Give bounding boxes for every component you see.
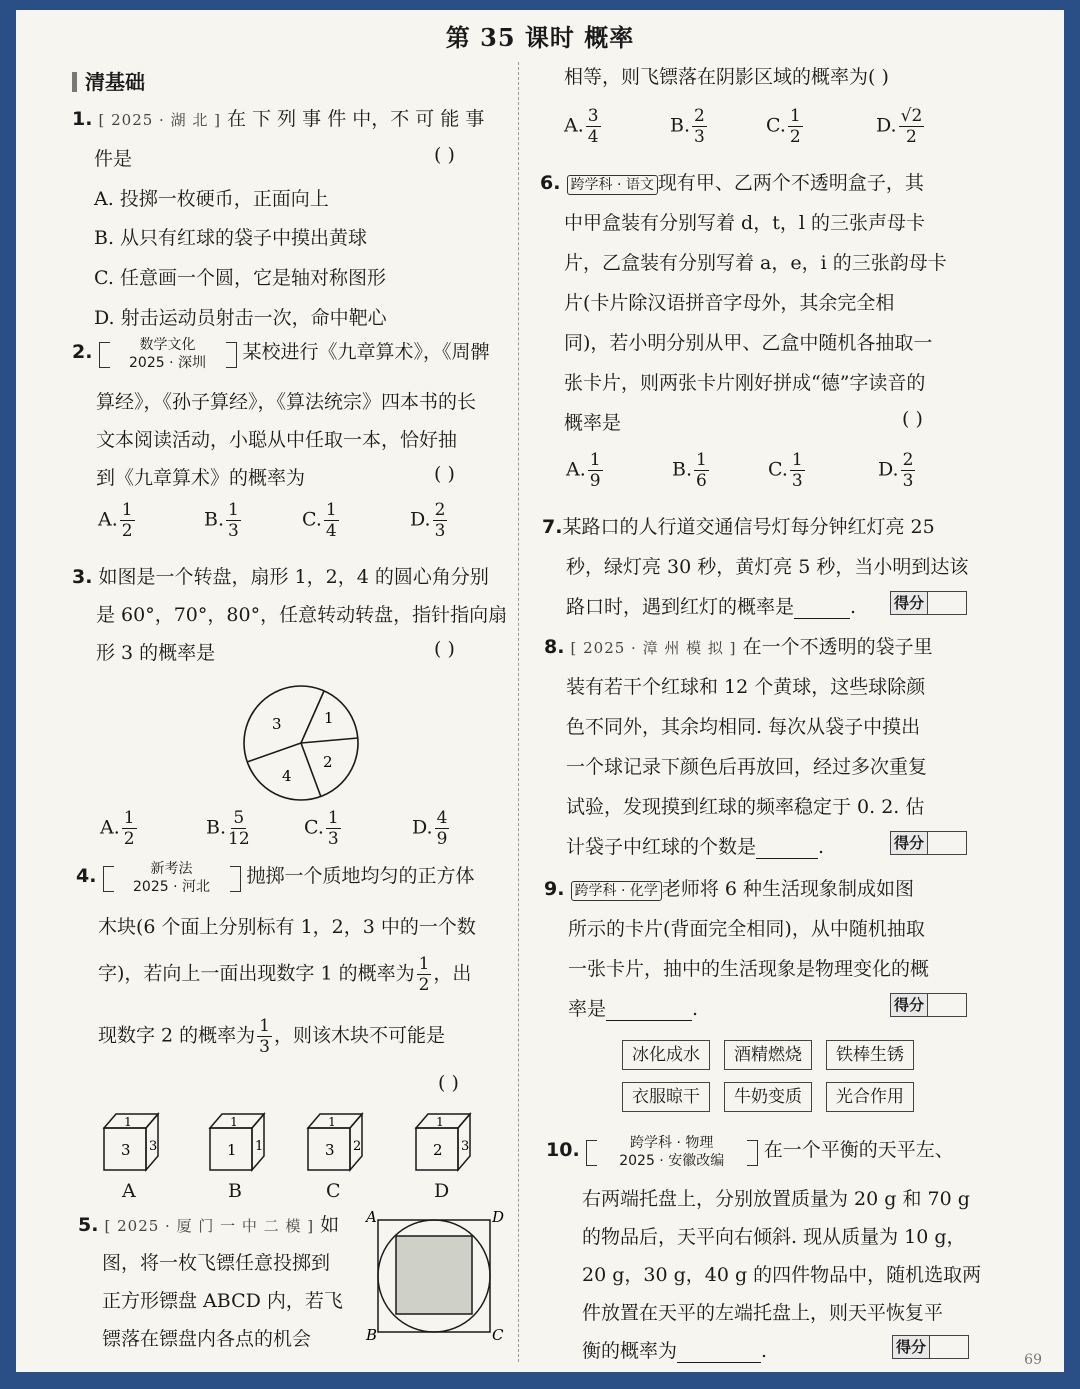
q3-paren: ( ) [434,638,455,660]
q10-tag-top: 跨学科 · 物理 [630,1135,714,1151]
q5-source: [ 2025 · 厦 门 一 中 二 模 ] [104,1217,315,1235]
q2-option-a: A. $\frac{1}{2}$ [98,500,133,541]
q4-tag [103,860,241,894]
q7-line1 [542,512,935,539]
corner-c: C [492,1326,504,1344]
q6-text6: 张卡片，则两张卡片刚好拼成“德”字读音的 [564,372,926,394]
corner-b: B [366,1326,378,1344]
corner-d: D [492,1208,505,1226]
q6-option-b: B. $\frac{1}{6}$ [672,450,707,491]
cube-option-a [102,1110,166,1174]
cube-side-number: 3 [149,1139,158,1154]
cube-top-number: 1 [124,1115,132,1129]
q2-number: 2. [72,341,93,363]
section-bar-icon [72,72,77,92]
q8-number: 8. [544,636,565,658]
sector-label-1: 1 [324,709,334,727]
q6-option-a: A. $\frac{1}{9}$ [566,450,601,491]
q5-text5: 相等，则飞镖落在阴影区域的概率为( ) [564,66,889,88]
q5-number: 5. [78,1214,99,1236]
cube-side-number: 2 [353,1139,362,1154]
q8-line1 [544,632,933,659]
q5-line1 [78,1210,339,1237]
q1-text2: 件是 [94,148,133,170]
cube-side-number: 1 [255,1139,264,1154]
q6-option-c: C. $\frac{1}{3}$ [768,450,803,491]
corner-a: A [366,1208,377,1226]
q6-text4: 片(卡片除汉语拼音字母外，其余完全相 [564,292,895,314]
worksheet-page [16,10,1064,1372]
q8-text2: 装有若干个红球和 12 个黄球，这些球除颜 [566,676,926,698]
q10-text4: 20 g，30 g，40 g 的四件物品中，随机选取两 [582,1264,982,1286]
q4-line1 [76,860,475,894]
q3-text2: 是 60°，70°，80°，任意转动转盘，指针指向扇 [96,604,508,626]
q1-text1: 在 下 列 事 件 中，不 可 能 事 [227,108,485,130]
sector-label-4: 4 [282,767,292,785]
page-title: 第 35 课时 概率 [445,23,635,52]
q1-source: [ 2025 · 湖 北 ] [98,111,221,129]
q2-tag-bottom: 2025 · 深圳 [129,355,206,371]
q9-line4: 率是 . [568,998,699,1020]
phenomenon-card: 冰化成水 [622,1040,710,1070]
q3-text1: 如图是一个转盘，扇形 1，2，4 的圆心角分别 [98,566,489,588]
q2-option-d: D. $\frac{2}{3}$ [410,500,446,541]
q7-text1: 某路口的人行道交通信号灯每分钟红灯亮 25 [562,516,935,538]
cube-label: B [228,1180,242,1202]
section-label: 清基础 [85,70,145,94]
phenomenon-card: 牛奶变质 [724,1082,812,1112]
q4-tag-bottom: 2025 · 河北 [133,879,210,895]
q6-text1: 现有甲、乙两个不透明盒子，其 [657,172,924,194]
q6-line1 [540,168,924,195]
q10-text5: 件放置在天平的左端托盘上，则天平恢复平 [582,1302,944,1324]
q9-text3: 一张卡片，抽中的生活现象是物理变化的概 [568,958,930,980]
q8-text4: 一个球记录下颜色后再放回，经过多次重复 [566,756,928,778]
section-heading [72,66,145,95]
q10-tag-bottom: 2025 · 安徽改编 [619,1153,725,1169]
phenomenon-card: 铁棒生锈 [826,1040,914,1070]
q3-number: 3. [72,566,93,588]
q10-line1 [546,1134,954,1168]
q5-option-d: D. $\frac{√2}{2}$ [876,106,923,147]
cube-front-number: 2 [433,1141,443,1159]
q10-text3: 的物品后，天平向右倾斜. 现从质量为 10 g， [582,1226,966,1248]
q9-text2: 所示的卡片(背面完全相同)，从中随机抽取 [568,918,925,940]
cube-option-c [306,1110,370,1174]
q1-paren: ( ) [434,144,455,166]
q7-score-box[interactable]: 得分 [890,591,967,615]
q10-text1: 在一个平衡的天平左、 [763,1139,954,1161]
q9-answer-blank[interactable] [606,998,692,1021]
q6-tag: 跨学科 · 语文 [567,175,658,195]
q8-text5: 试验，发现摸到红球的频率稳定于 0. 2. 估 [566,796,925,818]
q5-text4: 镖落在镖盘内各点的机会 [102,1328,312,1350]
q6-option-d: D. $\frac{2}{3}$ [878,450,914,491]
q2-text4: 到《九章算术》的概率为 [96,467,306,489]
q10-line6: 衡的概率为 . [582,1340,768,1362]
q2-paren: ( ) [434,463,455,485]
q3-line1 [72,562,489,589]
q8-answer-blank[interactable] [756,836,818,859]
q2-text1: 某校进行《九章算术》，《周髀 [242,341,490,363]
q10-tag [586,1134,758,1168]
column-divider [518,62,519,1362]
q1-option-d: D. 射击运动员射击一次，命中靶心 [94,307,387,329]
q9-score-box[interactable]: 得分 [890,993,967,1017]
q4-tag-top: 新考法 [150,861,193,877]
cube-label: D [434,1180,450,1202]
q2-tag [99,336,237,370]
dartboard-diagram [364,1208,512,1344]
q4-line4: 现数字 2 的概率为 $\frac{1}{3}$ ，则该木块不可能是 [98,1016,446,1057]
cube-front-number: 3 [121,1141,131,1159]
q3-option-c: C. $\frac{1}{3}$ [304,808,339,849]
q8-source: [ 2025 · 漳 州 模 拟 ] [570,639,737,657]
spinner-diagram [236,678,366,808]
q7-number: 7. [542,516,563,538]
cube-option-b [208,1110,272,1174]
q9-text1: 老师将 6 种生活现象制成如图 [661,878,915,900]
q5-option-a: A. $\frac{3}{4}$ [564,106,599,147]
q7-text2: 秒，绿灯亮 30 秒，黄灯亮 5 秒，当小明到达该 [566,556,969,578]
q4-number: 4. [76,865,97,887]
cube-front-number: 3 [325,1141,335,1159]
q2-text2: 算经》，《孙子算经》，《算法统宗》四本书的长 [96,391,477,413]
q6-text3: 片，乙盒装有分别写着 a，e，i 的三张韵母卡 [564,252,947,274]
cube-label: A [122,1180,136,1202]
page-number: 69 [1024,1352,1042,1368]
q2-option-c: C. $\frac{1}{4}$ [302,500,337,541]
q1-option-c: C. 任意画一个圆，它是轴对称图形 [94,267,386,289]
q7-line3: 路口时，遇到红灯的概率是 . [566,596,857,618]
q4-paren: ( ) [438,1072,459,1094]
q9-tag: 跨学科 · 化学 [571,881,662,901]
sector-label-2: 2 [323,753,333,771]
cube-top-number: 1 [230,1115,238,1129]
q3-option-d: D. $\frac{4}{9}$ [412,808,448,849]
q8-score-box[interactable]: 得分 [890,831,967,855]
q8-text1: 在一个不透明的袋子里 [742,636,933,658]
q10-answer-blank[interactable] [677,1340,761,1363]
q6-text5: 同)，若小明分别从甲、乙盒中随机各抽取一 [564,332,933,354]
q3-option-a: A. $\frac{1}{2}$ [100,808,135,849]
q7-answer-blank[interactable] [794,596,850,619]
q10-text2: 右两端托盘上，分别放置质量为 20 g 和 70 g [582,1188,970,1210]
q10-number: 10. [546,1139,580,1161]
phenomenon-card: 光合作用 [826,1082,914,1112]
q6-text7: 概率是 [564,412,622,434]
q2-line1 [72,336,490,370]
q4-text2: 木块(6 个面上分别标有 1，2，3 中的一个数 [98,916,476,938]
q2-option-b: B. $\frac{1}{3}$ [204,500,239,541]
q4-text1: 抛掷一个质地均匀的正方体 [246,865,475,887]
q6-paren: ( ) [902,408,923,430]
q6-text2: 中甲盒装有分别写着 d，t，l 的三张声母卡 [564,212,925,234]
q5-text1: 如 [320,1214,340,1236]
q10-score-box[interactable]: 得分 [892,1335,969,1359]
question-1-line1 [72,104,484,131]
cube-front-number: 1 [227,1141,237,1159]
q2-text3: 文本阅读活动，小聪从中任取一本，恰好抽 [96,429,458,451]
q3-option-b: B. $\frac{5}{12}$ [206,808,250,849]
q1-number: 1. [72,108,93,130]
q1-option-b: B. 从只有红球的袋子中摸出黄球 [94,227,368,249]
cube-label: C [326,1180,341,1202]
cube-top-number: 1 [328,1115,336,1129]
q5-text3: 正方形镖盘 ABCD 内，若飞 [102,1290,343,1312]
cube-side-number: 3 [461,1139,470,1154]
q5-option-c: C. $\frac{1}{2}$ [766,106,801,147]
phenomenon-card: 衣服晾干 [622,1082,710,1112]
q4-line3: 字)，若向上一面出现数字 1 的概率为 $\frac{1}{2}$ ，出 [98,954,472,995]
phenomenon-card: 酒精燃烧 [724,1040,812,1070]
q2-tag-top: 数学文化 [139,337,196,353]
q8-text3: 色不同外，其余均相同. 每次从袋子中摸出 [566,716,921,738]
cube-option-d [414,1110,478,1174]
q5-option-b: B. $\frac{2}{3}$ [670,106,705,147]
q9-number: 9. [544,878,565,900]
sector-label-3: 3 [272,715,282,733]
q5-text2: 图，将一枚飞镖任意投掷到 [102,1252,331,1274]
q9-line1 [544,874,914,901]
q3-text3: 形 3 的概率是 [96,642,216,664]
q1-option-a: A. 投掷一枚硬币，正面向上 [94,188,329,210]
q8-line6: 计袋子中红球的个数是 . [566,836,825,858]
q6-number: 6. [540,172,561,194]
cube-top-number: 1 [436,1115,444,1129]
